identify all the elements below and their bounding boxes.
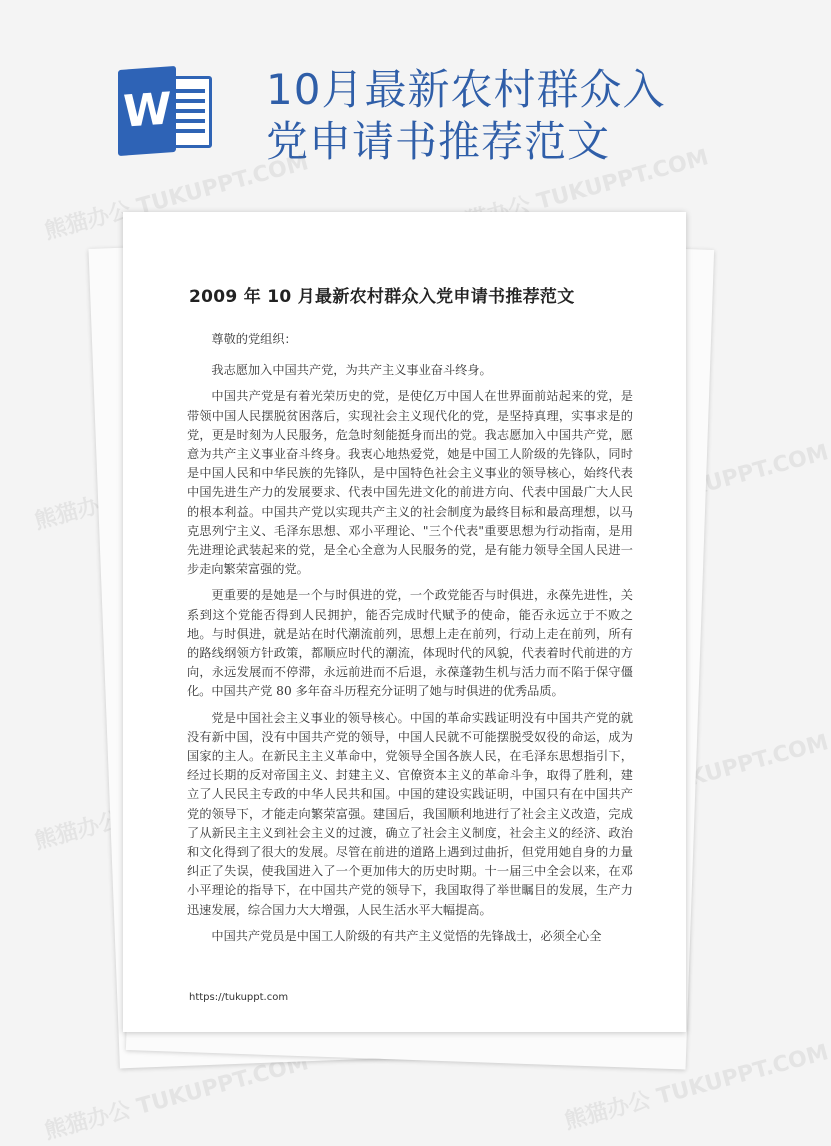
page-title: 10月最新农村群众入党申请书推荐范文: [266, 65, 666, 166]
word-icon-line: [175, 89, 205, 93]
document-page: [123, 212, 686, 1032]
document-title: 2009 年 10 月最新农村群众入党申请书推荐范文: [189, 287, 575, 307]
footer-url[interactable]: https://tukuppt.com: [189, 992, 289, 1003]
watermark: 熊猫办公 TUKUPPT.COM: [41, 150, 312, 245]
watermark: 熊猫办公 TUKUPPT.COM: [561, 730, 831, 825]
word-document-icon: [118, 68, 216, 154]
watermark: 熊猫办公: [31, 487, 124, 535]
word-icon-line: [175, 129, 205, 133]
word-icon-line: [175, 119, 205, 123]
header-banner: [0, 0, 800, 215]
word-icon-line: [175, 109, 205, 113]
watermark: 熊猫办公 TUKUPPT.COM: [41, 1050, 312, 1145]
paragraph: 更重要的是她是一个与时俱进的党，一个政党能否与时俱进，永葆先进性，关系到这个党能否得到人民拥护，能否完成时代赋予的使命，能否永远立于不败之地。与时俱进，就是站在时代潮流前列，思想上走在前列，行动上走在前列，所有的路线纲领方针政策，都顺应时代的潮流，体现时代的风貌，代表着时代前进的方向，永远发展而不停滞，永远前进而不后退，永葆蓬勃生机与活力而不陷于保守僵化。中国共产党 80 多年奋斗历程充分证明了她与时俱进的优秀品质。: [187, 588, 633, 699]
watermark: 熊猫办公: [31, 807, 124, 855]
paragraph: 中国共产党员是中国工人阶级的有共产主义觉悟的先锋战士，必须全心全: [211, 928, 602, 943]
watermark: 熊猫办公 TUKUPPT.COM: [561, 1040, 831, 1135]
word-icon-line: [175, 99, 205, 103]
watermark: 熊猫办公 TUKUPPT.COM: [441, 145, 712, 240]
paragraph: 党是中国社会主义事业的领导核心。中国的革命实践证明没有中国共产党的就没有新中国，没有中国共产党的领导，中国人民就不可能摆脱受奴役的命运，成为国家的主人。在新民主主义革命中，党领导全国各族人民，在毛泽东思想指引下，经过长期的反对帝国主义、封建主义、官僚资本主义的革命斗争，取得了胜利，建立了人民民主专政的中华人民共和国。中国的建设实践证明，中国只有在中国共产党的领导下，才能走向繁荣富强。建国后，我国顺利地进行了社会主义改造，完成了从新民主主义到社会主义的过渡，确立了社会主义制度，社会主义的经济、政治和文化得到了很大的发展。尽管在前进的道路上遇到过曲折，但党用她自身的力量纠正了失误，使我国进入了一个更加伟大的历史时期。十一届三中全会以来，在邓小平理论的指导下，在中国共产党的领导下，我国取得了举世瞩目的发展，生产力迅速发展，综合国力大大增强，人民生活水平大幅提高。: [187, 710, 633, 917]
paragraph: 我志愿加入中国共产党，为共产主义事业奋斗终身。: [211, 363, 492, 378]
paragraph: 中国共产党是有着光荣历史的党，是使亿万中国人在世界面前站起来的党，是带领中国人民摆脱贫困落后，实现社会主义现代化的党，是坚持真理，实事求是的党，更是时刻为人民服务，危急时刻能挺身而出的党。我志愿加入中国共产党，愿意为共产主义事业奋斗终身。我衷心地热爱党，她是中国工人阶级的先锋队，同时是中国人民和中华民族的先锋队，是中国特色社会主义事业的领导核心，始终代表中国先进生产力的发展要求、代表中国先进文化的前进方向、代表中国最广大人民的根本利益。中国共产党以实现共产主义的社会制度为最终目标和最高理想，以马克思列宁主义、毛泽东思想、邓小平理论、"三个代表"重要思想为行动指南，是用先进理论武装起来的党，是全心全意为人民服务的党，是有能力领导全国人民进一步走向繁荣富强的党。: [187, 389, 633, 577]
salutation: 尊敬的党组织：: [211, 332, 297, 346]
document-body: [187, 330, 633, 953]
watermark: TUKUPPT.COM: [654, 440, 831, 510]
word-icon-badge: W: [118, 66, 176, 156]
